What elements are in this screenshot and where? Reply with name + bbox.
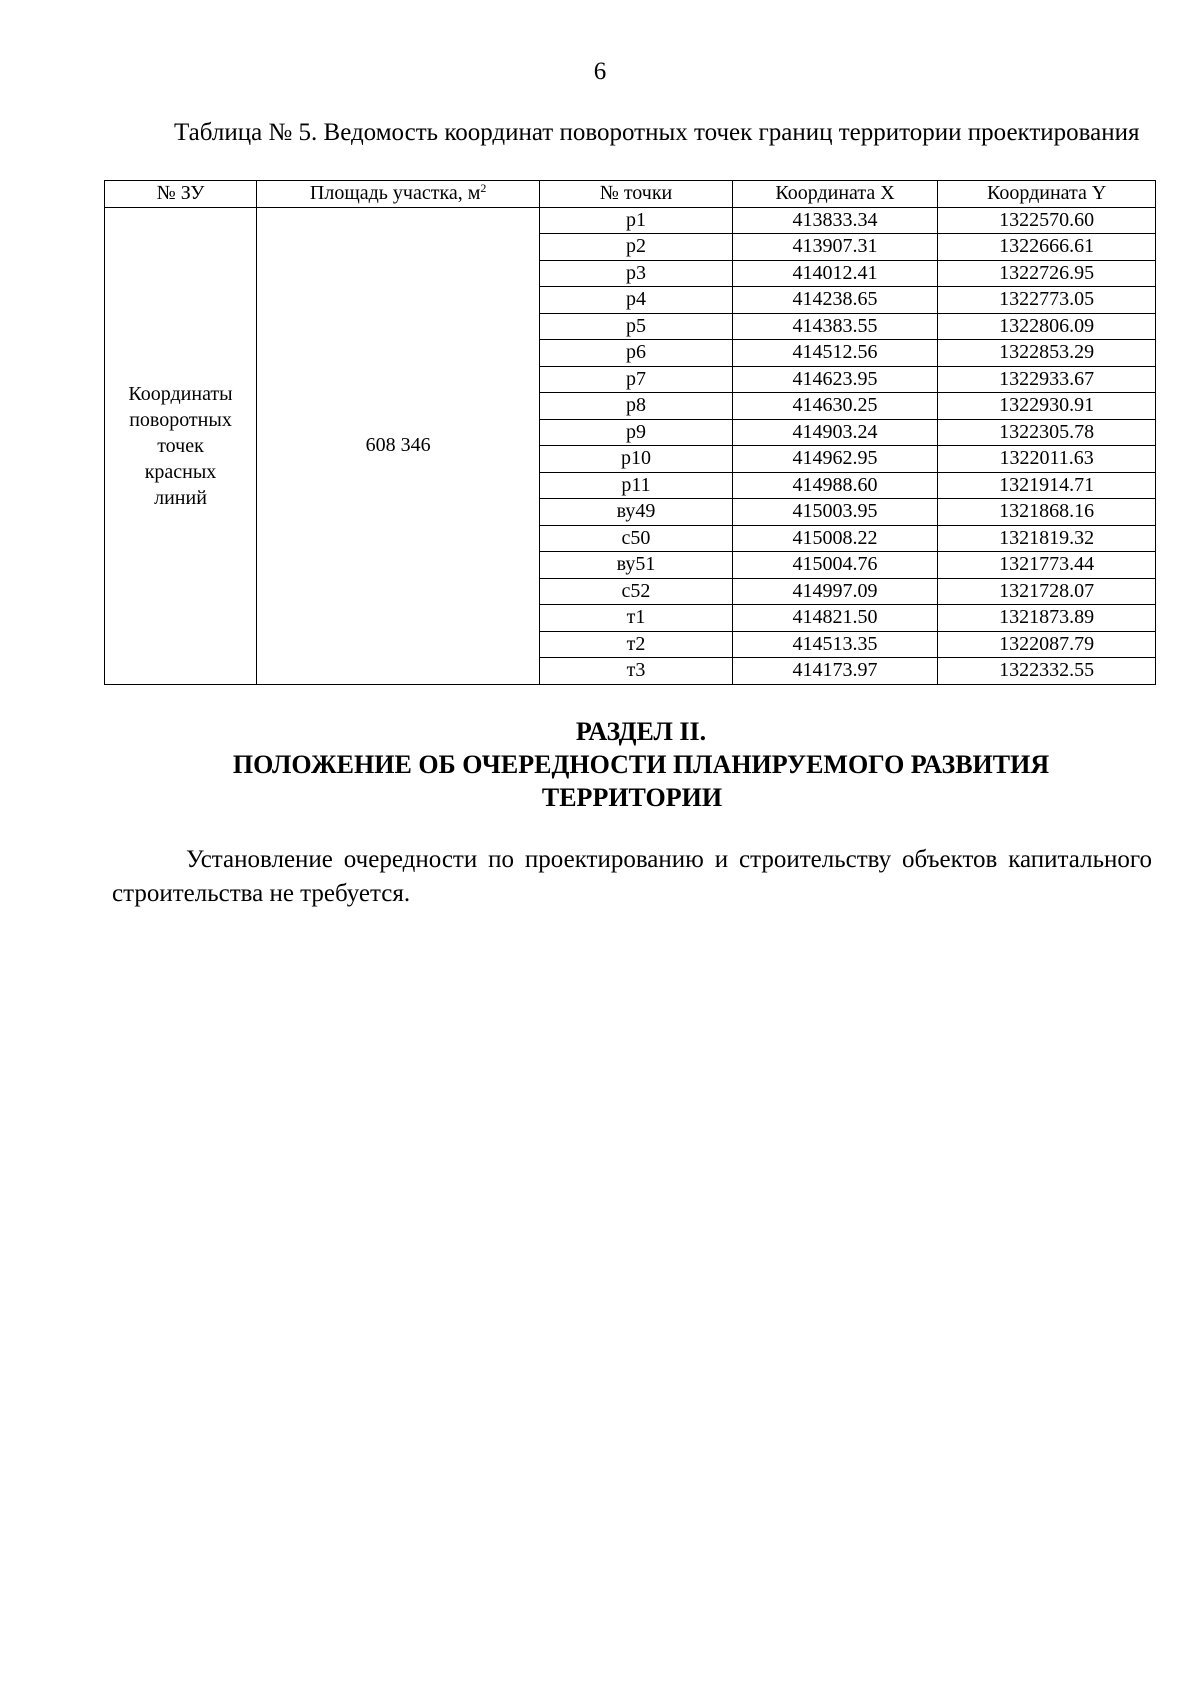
cell-plot-line: линий <box>154 486 207 509</box>
section-subtitle-line2: ТЕРРИТОРИИ <box>541 783 723 812</box>
cell-coordinate-x: 414821.50 <box>732 605 938 632</box>
cell-coordinate-y: 1322305.78 <box>938 419 1156 446</box>
cell-coordinate-y: 1322332.55 <box>938 658 1156 685</box>
cell-coordinate-x: 414630.25 <box>732 393 938 420</box>
cell-coordinate-y: 1322726.95 <box>938 260 1156 287</box>
table-caption: Таблица № 5. Ведомость координат поворотных точек границ территории проектирования <box>174 119 1140 146</box>
cell-coordinate-y: 1321728.07 <box>938 578 1156 605</box>
cell-coordinate-y: 1322666.61 <box>938 234 1156 261</box>
cell-plot-line: Координаты <box>128 382 233 405</box>
table-row <box>105 207 1156 234</box>
cell-coordinate-x: 414012.41 <box>732 260 938 287</box>
cell-coordinate-y: 1321873.89 <box>938 605 1156 632</box>
header-plot: № ЗУ <box>105 181 257 208</box>
header-area-unit-superscript: 2 <box>480 181 487 196</box>
cell-point: р7 <box>540 366 732 393</box>
cell-coordinate-y: 1322806.09 <box>938 313 1156 340</box>
cell-coordinate-x: 414962.95 <box>732 446 938 473</box>
header-point: № точки <box>540 181 732 208</box>
cell-coordinate-x: 415008.22 <box>732 525 938 552</box>
cell-coordinate-x: 414512.56 <box>732 340 938 367</box>
cell-point: р9 <box>540 419 732 446</box>
cell-point: т1 <box>540 605 732 632</box>
cell-coordinate-x: 413907.31 <box>732 234 938 261</box>
cell-point: т2 <box>540 631 732 658</box>
cell-coordinate-y: 1322773.05 <box>938 287 1156 314</box>
cell-point: с50 <box>540 525 732 552</box>
cell-coordinate-x: 414383.55 <box>732 313 938 340</box>
cell-coordinate-y: 1321868.16 <box>938 499 1156 526</box>
cell-coordinate-x: 415003.95 <box>732 499 938 526</box>
cell-coordinate-y: 1322933.67 <box>938 366 1156 393</box>
page-number: 6 <box>593 58 607 85</box>
section-subtitle-line1: ПОЛОЖЕНИЕ ОБ ОЧЕРЕДНОСТИ ПЛАНИРУЕМОГО РАЗВИТИЯ <box>232 750 1050 779</box>
cell-point: р5 <box>540 313 732 340</box>
cell-plot-line: точек <box>157 434 204 457</box>
cell-coordinate-y: 1322930.91 <box>938 393 1156 420</box>
section-heading <box>112 715 1152 814</box>
cell-coordinate-y: 1322853.29 <box>938 340 1156 367</box>
cell-coordinate-x: 414623.95 <box>732 366 938 393</box>
cell-coordinate-y: 1322570.60 <box>938 207 1156 234</box>
cell-coordinate-x: 414997.09 <box>732 578 938 605</box>
cell-coordinate-x: 413833.34 <box>732 207 938 234</box>
cell-point: р2 <box>540 234 732 261</box>
cell-point: ву51 <box>540 552 732 579</box>
cell-point: р11 <box>540 472 732 499</box>
section-paragraph: Установление очередности по проектированию и строительству объектов капитального строительства не требуется. <box>112 846 1152 907</box>
cell-coordinate-y: 1321914.71 <box>938 472 1156 499</box>
cell-coordinate-y: 1322087.79 <box>938 631 1156 658</box>
cell-coordinate-x: 414903.24 <box>732 419 938 446</box>
cell-coordinate-x: 414173.97 <box>732 658 938 685</box>
section-title: РАЗДЕЛ II. <box>575 717 707 746</box>
cell-coordinate-x: 414513.35 <box>732 631 938 658</box>
cell-point: р8 <box>540 393 732 420</box>
header-area-label: Площадь участка, м <box>309 182 481 205</box>
header-area <box>257 181 540 208</box>
cell-point: р3 <box>540 260 732 287</box>
cell-plot-line: красных <box>144 460 217 483</box>
cell-point: р4 <box>540 287 732 314</box>
cell-coordinate-y: 1322011.63 <box>938 446 1156 473</box>
cell-point: р1 <box>540 207 732 234</box>
cell-coordinate-y: 1321773.44 <box>938 552 1156 579</box>
header-coordinate-x: Координата X <box>732 181 938 208</box>
cell-point: р10 <box>540 446 732 473</box>
cell-plot <box>105 207 257 684</box>
cell-coordinate-x: 414988.60 <box>732 472 938 499</box>
cell-point: ву49 <box>540 499 732 526</box>
cell-point: р6 <box>540 340 732 367</box>
cell-point: с52 <box>540 578 732 605</box>
cell-coordinate-x: 415004.76 <box>732 552 938 579</box>
cell-point: т3 <box>540 658 732 685</box>
cell-coordinate-y: 1321819.32 <box>938 525 1156 552</box>
header-coordinate-y: Координата Y <box>938 181 1156 208</box>
cell-plot-line: поворотных <box>129 408 232 431</box>
coordinates-table <box>104 180 1156 685</box>
table-header-row <box>105 181 1156 208</box>
cell-area: 608 346 <box>257 207 540 684</box>
cell-coordinate-x: 414238.65 <box>732 287 938 314</box>
